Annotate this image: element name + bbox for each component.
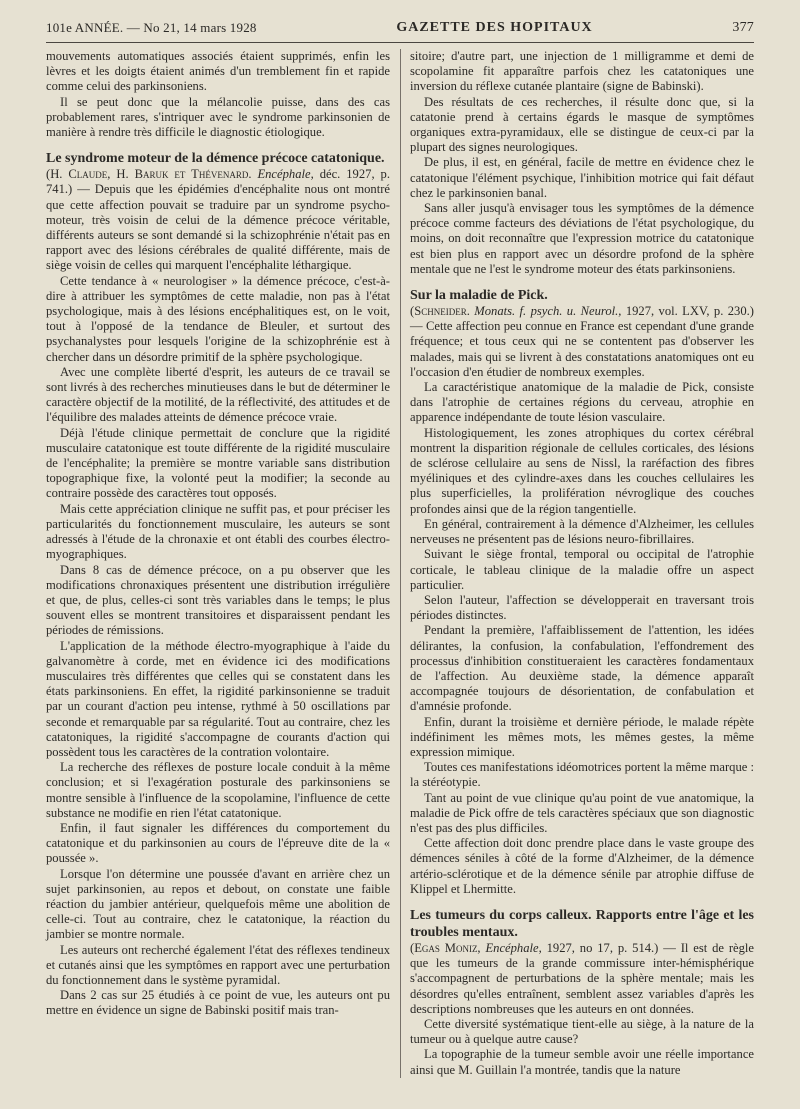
paragraph: sitoire; d'autre part, une injection de 1 milligramme et demi de scopolamine fit apparaître parfois chez les catatoniques une inversion du réflexe cutanée plantaire (signe de Babinski). (410, 49, 754, 94)
paragraph: La recherche des réflexes de posture locale conduit à la même conclusion; et si l'exagération posturale des parkinsoniens se montre sensible à l'influence de la scopolamine, l'influence de cette substance ne modifie en rien l'état catatonique. (46, 760, 390, 820)
paragraph: La topographie de la tumeur semble avoir une réelle importance ainsi que M. Guillain l'a montrée, tandis que la nature (410, 1047, 754, 1077)
paragraph: mouvements automatiques associés étaient supprimés, enfin les lèvres et les doigts étaient animés d'un tremblement fin et rapide comme celui des parkinsoniens. (46, 49, 390, 94)
paragraph: Lorsque l'on détermine une poussée d'avant en arrière chez un sujet parkinsonien, au repos et debout, on constate une faible réaction du jambier antérieur, quelquefois même une abolition de celle-ci. Tout au contraire, chez le catatonique, la réaction du jambier se montre normale. (46, 866, 390, 942)
issue-info: 101e ANNÉE. — No 21, 14 mars 1928 (46, 20, 257, 35)
right-column (410, 49, 754, 1078)
paragraph: Il se peut donc que la mélancolie puisse, dans des cas probablement rares, s'intriquer avec le syndrome parkinsonien de manière à rendre très difficile le diagnostic étiologique. (46, 94, 390, 140)
paragraph: Dans 2 cas sur 25 étudiés à ce point de vue, les auteurs ont pu mettre en évidence un signe de Babinski positif mais tran- (46, 988, 390, 1018)
paragraph: Cette affection doit donc prendre place dans le vaste groupe des démences séniles à côté de la forme d'Alzheimer, de la démence artério-sclérotique et de la démence sénile par atrophie diffuse de Klippel et Lhermitte. (410, 836, 754, 896)
paragraph: Selon l'auteur, l'affection se développerait en traversant trois périodes distinctes. (410, 592, 754, 623)
ref-details: 1927, vol. LXV, p. 230.) (625, 304, 754, 319)
paragraph: De plus, il est, en général, facile de mettre en évidence chez le catatonique l'élément psychique, l'inhibition motrice qui fait défaut chez le parkinsonien banal. (410, 155, 754, 200)
ref-authors: (Schneider. (410, 304, 470, 319)
section-lead: (H. Claude, H. Baruk et Thévenard. Encéphale, déc. 1927, p. 741.) — Depuis que les épidémies d'encéphalite nous ont montré que cette affection pouvait se traduire par un syndrome psycho-moteur, très voisin de celui de la démence précoce véritable, différents auteurs se sont demandé si la schizophrénie n'était pas en rapport avec des lésions cérébrales de qualité différente, mais de siège voisin de celles qui marquent l'encéphalite léthargique. (46, 167, 390, 273)
journal-title: GAZETTE DES HOPITAUX (396, 20, 593, 35)
paragraph: Des résultats de ces recherches, il résulte donc que, si la catatonie prend à certains égards le masque de symptômes organiques extra-pyramidaux, elle se distingue de ceux-ci par la plupart des signes neurologiques. (410, 94, 754, 155)
paragraph: Les auteurs ont recherché également l'état des réflexes tendineux et cutanés ainsi que les symptômes en rapport avec une perturbation du fonctionnement dans le système pyramidal. (46, 942, 390, 987)
page-number: 377 (732, 20, 754, 35)
left-column (46, 49, 390, 1078)
section-title-catatonie: Le syndrome moteur de la démence précoce catatonique. (46, 151, 385, 167)
paragraph: Enfin, durant la troisième et dernière période, le malade répète indéfiniment les mêmes mots, les mêmes gestes, la même expression mimique. (410, 714, 754, 759)
ref-details: 1927, no 17, p. 514.) (546, 940, 659, 955)
ref-journal: Monats. f. psych. u. Neurol., (474, 304, 622, 319)
paragraph: Histologiquement, les zones atrophiques du cortex cérébral montrent la disparition régionale de cellules corticales, des lésions de sclérose cellulaire au sens de Nissl, la raréfaction des fibres myéliniques et des cylindre-axes dans les couches cellulaires les plus superficielles, la prolifération névroglique des couches profondes ainsi que de la région tangentielle. (410, 425, 754, 516)
paragraph: La caractéristique anatomique de la maladie de Pick, consiste dans l'atrophie de certaines régions du cerveau, atrophie en apparence indépendante de toute lésion vasculaire. (410, 380, 754, 425)
paragraph: Avec une complète liberté d'esprit, les auteurs de ce travail se sont livrés à des recherches minutieuses dans le but de déterminer le caractère objectif de la motilité, de la réflectivité, des attitudes et de l'équilibre des malades atteints de démence précoce vraie. (46, 364, 390, 425)
paragraph: Déjà l'étude clinique permettait de conclure que la rigidité musculaire catatonique est toute différente de la rigidité musculaire de l'encéphalite; la première se montre variable sans distribution topographique fixe, la volonté peut la modifier; la seconde au contraire possède des caractères tout opposés. (46, 425, 390, 501)
running-header (46, 14, 754, 43)
ref-authors: (H. Claude, H. Baruk et Thévenard. (46, 167, 252, 182)
two-column-body (46, 49, 754, 1078)
paragraph: L'application de la méthode électro-myographique à l'aide du galvanomètre à corde, met en évidence ici des modifications musculaires très différentes que celles qui se constatent dans les états parkinsoniens. En effet, la rigidité parkinsonienne se traduit par un courant d'action peu intense, rythmé à 50 oscillations par seconde et remarquable par sa régularité. Tout au contraire, chez les catatoniques, la rigidité s'accompagne de courants d'action qui possèdent tous les caractères de la contration volontaire. (46, 638, 390, 759)
paragraph: Dans 8 cas de démence précoce, on a pu observer que les modifications chronaxiques présentent une distribution irrégulière et que, de plus, celles-ci sont très variables dans le temps; le plus souvent elles se montrent transitoires et disparaissent pendant les périodes de rémissions. (46, 562, 390, 638)
section-lead: (Egas Moniz, Encéphale, 1927, no 17, p. 514.) — Il est de règle que les tumeurs de la grande commissure inter-hémisphérique s'accompagnent de perturbations de la sphère mentale; mais les désordres qu'elles entraînent, semblent assez variables d'après les descriptions nombreuses que les auteurs en ont données. (410, 940, 754, 1016)
paragraph: Suivant le siège frontal, temporal ou occipital de l'atrophie corticale, le tableau clinique de la maladie offre un aspect particulier. (410, 547, 754, 592)
paragraph: Tant au point de vue clinique qu'au point de vue anatomique, la maladie de Pick offre de tels caractères spéciaux que son diagnostic n'est pas des plus difficiles. (410, 790, 754, 835)
ref-authors: (Egas Moniz, (410, 940, 481, 955)
section-title-pick: Sur la maladie de Pick. (410, 288, 548, 304)
ref-details: déc. 1927, p. 741.) (46, 167, 390, 197)
paragraph: Sans aller jusqu'à envisager tous les symptômes de la démence précoce comme facteurs des déviations de l'état psychologique, du moins, on doit reconnaître que l'expression motrice du catatonique est bien plus en rapport avec un désordre profond de la sphère mentale que ne l'est le syndrome moteur des états parkinsoniens. (410, 201, 754, 276)
paragraph: Enfin, il faut signaler les différences du comportement du catatonique et du parkinsonien au cours de l'épreuve dite de la « poussée ». (46, 820, 390, 866)
section-lead: (Schneider. Monats. f. psych. u. Neurol., 1927, vol. LXV, p. 230.) — Cette affection peu connue en France est cependant d'une grande fréquence; et tous ceux qui ne se contentent pas d'observer les malades, mais qui se livrent à des constatations anatomiques ont eu l'occasion d'en étudier de nombreux exemples. (410, 304, 754, 379)
paragraph: Toutes ces manifestations idéomotrices portent la même marque : la stéréotypie. (410, 760, 754, 790)
section-title-corps-calleux: Les tumeurs du corps calleux. Rapports entre l'âge et les troubles mentaux. (410, 907, 754, 940)
paragraph: En général, contrairement à la démence d'Alzheimer, les cellules nerveuses ne présentent pas de lésions neuro-fibrillaires. (410, 516, 754, 547)
ref-journal: Encéphale, (257, 167, 314, 182)
paragraph: Pendant la première, l'affaiblissement de l'attention, les idées délirantes, la confusion, la confabulation, l'effondrement des processus d'inhibition constitueraient les caractères fondamentaux de l'affection. Au deuxième stade, la démence apparaît accompagnée toujours de désorientation, de confabulation et d'amnésie profonde. (410, 623, 754, 714)
paragraph: Cette tendance à « neurologiser » la démence précoce, c'est-à-dire à attribuer les symptômes de cette maladie, non pas à l'état psychologique, mais à des lésions encéphalitiques est, on le voit, tout à l'opposé de la tendance de Bleuler, et surtout des psychanalystes pour lesquels l'origine de la schizophrénie est à chercher dans un désordre primitif de la sphère psychologique. (46, 273, 390, 364)
paragraph: Mais cette appréciation clinique ne suffit pas, et pour préciser les particularités du fonctionnement musculaire, les auteurs se sont adressés à l'étude de la chronaxie et ont établi des courbes électro-myographiques. (46, 501, 390, 562)
paragraph: Cette diversité systématique tient-elle au siège, à la nature de la tumeur ou à quelque autre cause? (410, 1016, 754, 1047)
ref-journal: Encéphale, (485, 940, 542, 955)
column-divider (400, 49, 401, 1078)
